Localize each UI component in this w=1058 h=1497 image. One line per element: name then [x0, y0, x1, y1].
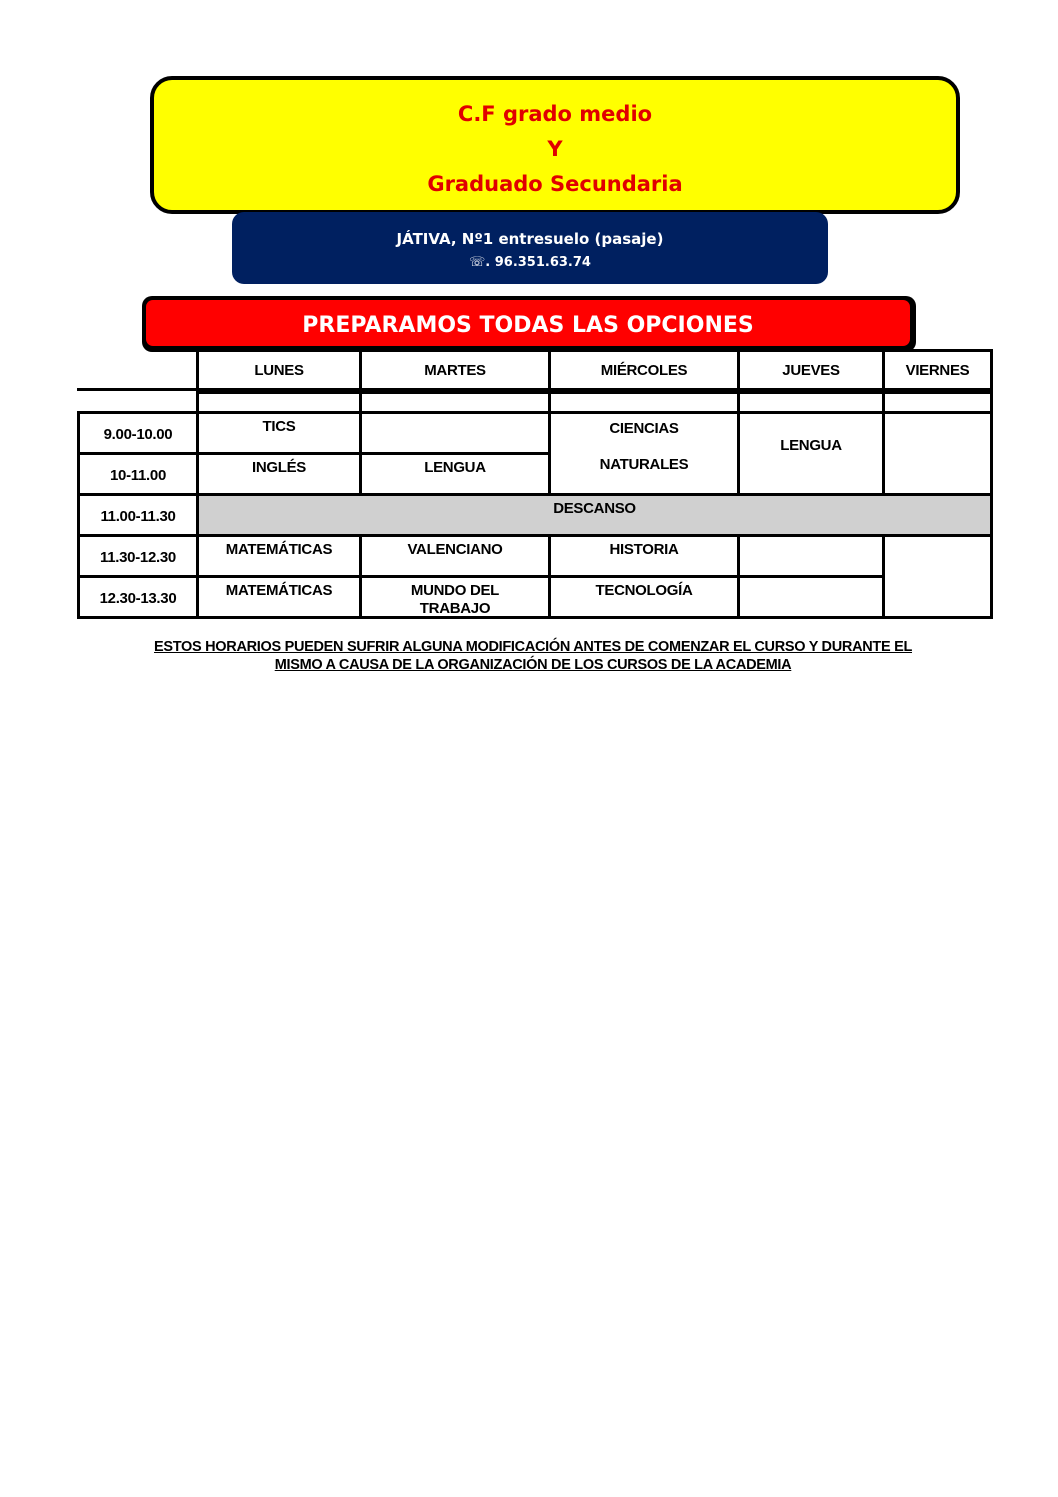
class-cell: HISTORIA — [548, 534, 740, 578]
class-cell-empty — [737, 575, 885, 619]
day-header-lunes: LUNES — [196, 349, 362, 391]
footnote — [80, 638, 986, 674]
time-slot-4: 11.30-12.30 — [77, 534, 199, 578]
class-cell-mundo-trabajo — [359, 575, 551, 619]
day-header-viernes: VIERNES — [882, 349, 993, 391]
class-text: MUNDO DEL — [410, 582, 500, 599]
class-text: NATURALES — [599, 456, 689, 473]
title-line-2: Y — [547, 137, 563, 161]
class-cell: INGLÉS — [196, 452, 362, 496]
time-slot-2: 10-11.00 — [77, 452, 199, 496]
class-cell-empty — [882, 411, 993, 496]
class-cell: MATEMÁTICAS — [196, 534, 362, 578]
class-cell: LENGUA — [737, 411, 885, 496]
day-header-martes: MARTES — [359, 349, 551, 391]
title-box — [150, 76, 960, 214]
time-slot-1: 9.00-10.00 — [77, 411, 199, 455]
class-text: TRABAJO — [419, 600, 491, 617]
banner-text: PREPARAMOS TODAS LAS OPCIONES — [146, 300, 910, 346]
title-line-3: Graduado Secundaria — [427, 172, 683, 196]
time-slot-3: 11.00-11.30 — [77, 493, 199, 537]
footnote-line-2: MISMO A CAUSA DE LA ORGANIZACIÓN DE LOS CURSOS DE LA ACADEMIA — [274, 657, 792, 673]
class-cell: TICS — [196, 411, 362, 455]
class-cell-empty — [359, 411, 551, 455]
class-cell-ciencias-naturales — [548, 411, 740, 496]
contact-box — [232, 212, 828, 284]
break-cell: DESCANSO — [196, 493, 993, 537]
class-cell: VALENCIANO — [359, 534, 551, 578]
day-header-miercoles: MIÉRCOLES — [548, 349, 740, 391]
class-cell: LENGUA — [359, 452, 551, 496]
divider-line — [77, 388, 199, 391]
time-slot-5: 12.30-13.30 — [77, 575, 199, 619]
day-header-jueves: JUEVES — [737, 349, 885, 391]
phone-number: ☏. 96.351.63.74 — [469, 255, 591, 270]
class-cell: TECNOLOGÍA — [548, 575, 740, 619]
class-text: CIENCIAS — [609, 420, 679, 437]
class-cell-empty — [737, 534, 885, 578]
banner-box — [142, 296, 916, 352]
address: JÁTIVA, Nº1 entresuelo (pasaje) — [396, 230, 664, 248]
title-line-1: C.F grado medio — [457, 102, 653, 126]
class-cell-empty — [882, 534, 993, 619]
class-cell: MATEMÁTICAS — [196, 575, 362, 619]
footnote-line-1: ESTOS HORARIOS PUEDEN SUFRIR ALGUNA MODIFICACIÓN ANTES DE COMENZAR EL CURSO Y DURANTE EL — [154, 639, 912, 655]
